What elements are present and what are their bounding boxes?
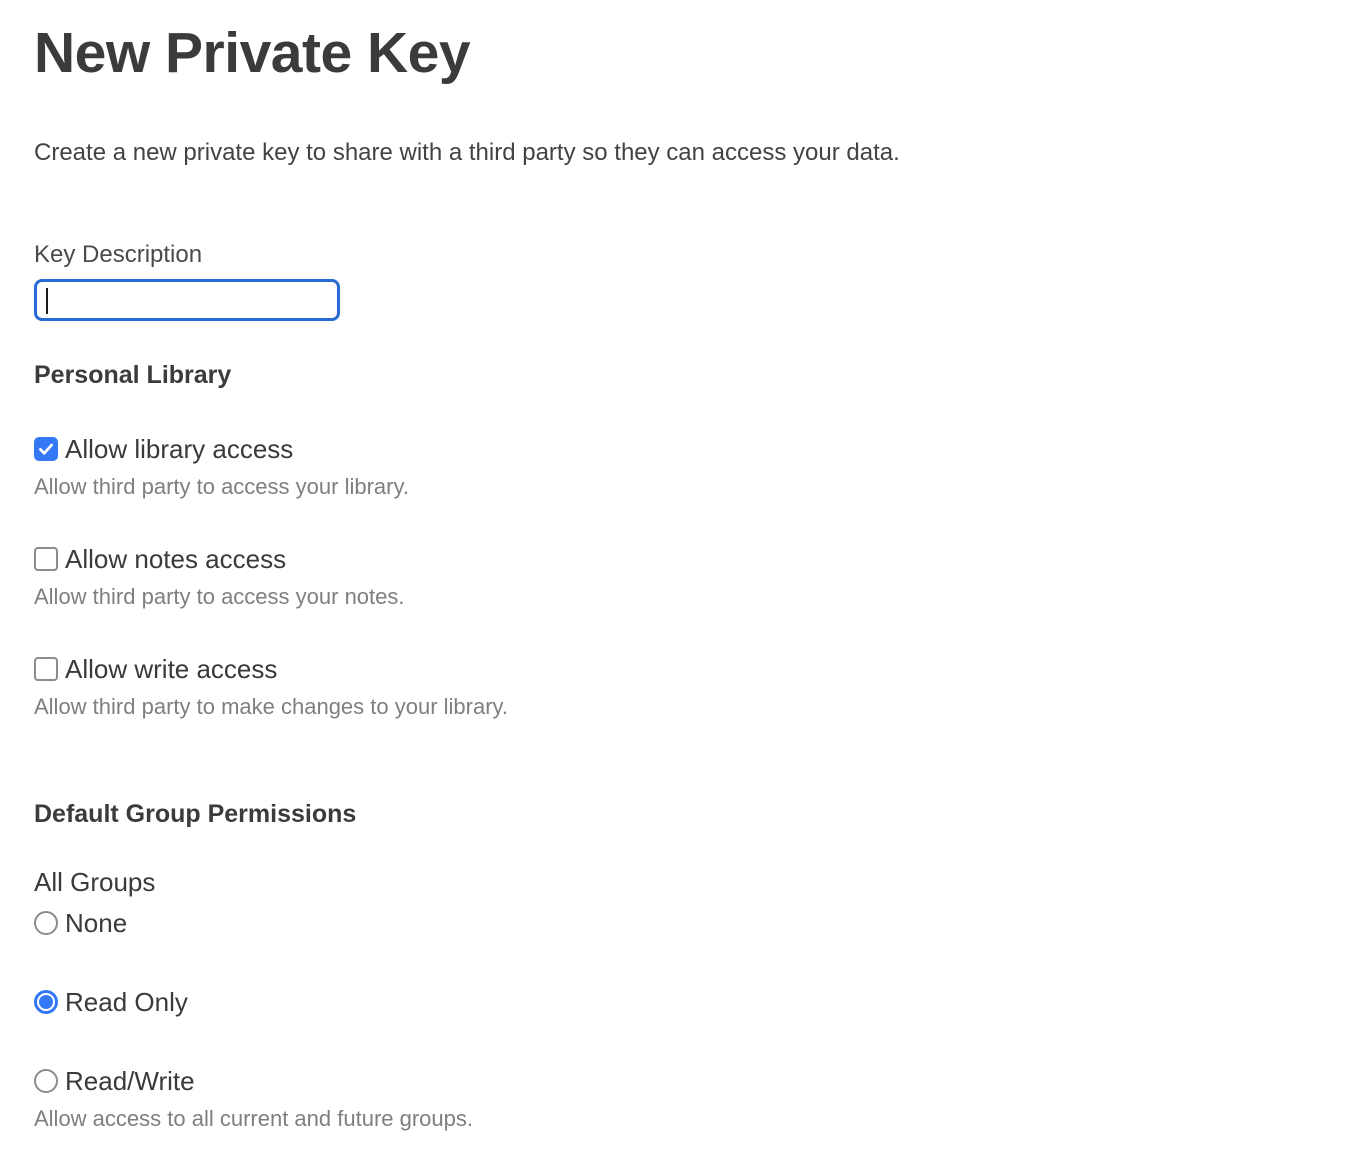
personal-library-heading: Personal Library xyxy=(34,360,232,389)
new-private-key-page xyxy=(34,22,1352,1132)
all-groups-label: All Groups xyxy=(34,866,156,897)
group-permission-read-only-row xyxy=(34,987,1352,1018)
allow-write-access-label: Allow write access xyxy=(65,653,278,684)
allow-write-access-help: Allow third party to make changes to your library. xyxy=(34,693,509,719)
group-permissions-heading: Default Group Permissions xyxy=(34,799,357,828)
group-permission-none-row xyxy=(34,908,1352,939)
allow-notes-access-label: Allow notes access xyxy=(65,543,287,574)
group-permission-read-write-option xyxy=(34,1066,1352,1132)
check-icon xyxy=(37,440,55,458)
allow-library-access-row xyxy=(34,434,1352,465)
key-description-label: Key Description xyxy=(34,240,203,268)
group-permission-none-option xyxy=(34,908,1352,939)
allow-library-access-label: Allow library access xyxy=(65,433,294,464)
allow-notes-access-help: Allow third party to access your notes. xyxy=(34,583,405,609)
allow-write-access-checkbox[interactable] xyxy=(34,657,58,681)
group-permission-read-write-label: Read/Write xyxy=(65,1065,195,1096)
group-permission-read-only-label: Read Only xyxy=(65,986,188,1017)
allow-write-access-option xyxy=(34,654,1352,720)
group-permission-read-write-row xyxy=(34,1066,1352,1097)
allow-notes-access-option xyxy=(34,544,1352,610)
key-description-input[interactable] xyxy=(34,279,340,321)
allow-notes-access-row xyxy=(34,544,1352,575)
group-permission-read-write-radio[interactable] xyxy=(34,1069,58,1093)
allow-library-access-checkbox[interactable] xyxy=(34,437,58,461)
group-permission-read-only-radio[interactable] xyxy=(34,990,58,1014)
group-permission-read-only-option xyxy=(34,987,1352,1018)
intro-text: Create a new private key to share with a third party so they can access your data. xyxy=(34,138,900,166)
group-permission-none-radio[interactable] xyxy=(34,911,58,935)
allow-library-access-option xyxy=(34,434,1352,500)
group-permission-none-label: None xyxy=(65,907,128,938)
group-permission-read-write-help: Allow access to all current and future groups. xyxy=(34,1105,474,1131)
allow-library-access-help: Allow third party to access your library. xyxy=(34,473,409,499)
key-description-field xyxy=(34,241,1352,321)
allow-write-access-row xyxy=(34,654,1352,685)
allow-notes-access-checkbox[interactable] xyxy=(34,547,58,571)
page-title: New Private Key xyxy=(34,21,471,85)
text-caret xyxy=(46,288,48,314)
